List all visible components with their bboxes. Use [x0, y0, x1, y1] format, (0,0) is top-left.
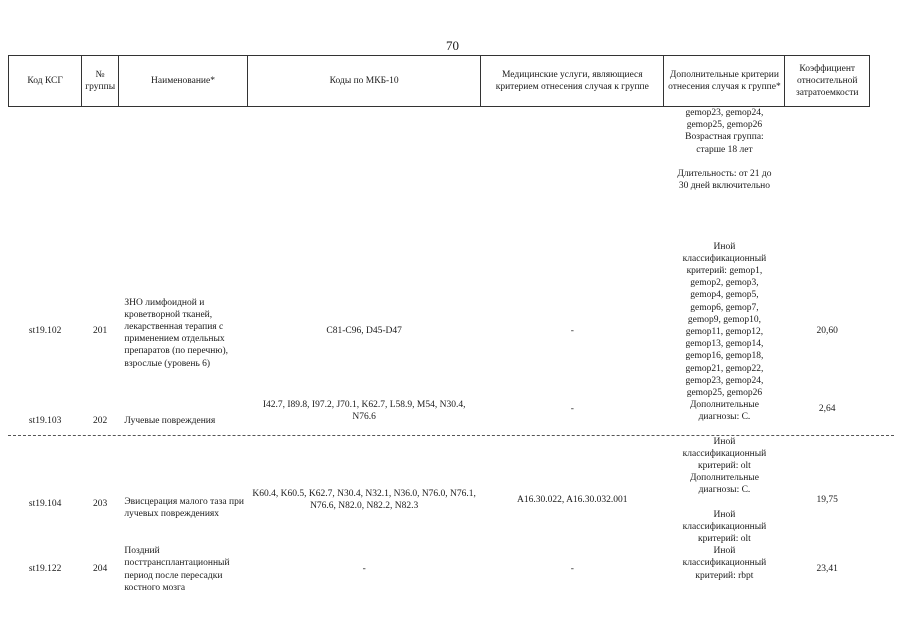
- criteria-line: диагнозы: C.: [698, 412, 751, 423]
- criteria-line: gemop16, gemop18,: [685, 351, 764, 362]
- group-name-text: Поздний посттрансплантационный период после пересадки костного мозга: [124, 546, 230, 593]
- mkb-codes: [248, 472, 481, 545]
- criteria-line: Иной: [713, 509, 736, 520]
- ksg-code-text: st19.102: [28, 325, 62, 336]
- criteria-line: Возрастная группа:: [685, 132, 764, 143]
- group-number-text: 202: [92, 416, 108, 427]
- header-coefficient: Коэффициент относительной затратоемкости: [785, 56, 870, 107]
- ksg-code-text: st19.103: [28, 416, 62, 427]
- coefficient: [785, 211, 870, 400]
- medical-services-text: -: [570, 404, 574, 415]
- ksg-code-text: st19.122: [28, 564, 62, 575]
- coefficient-text: 2,64: [818, 404, 836, 415]
- criteria-line: классификационный: [682, 558, 767, 569]
- group-number-text: 203: [92, 499, 108, 510]
- criteria-line: критерий: olt: [698, 533, 751, 544]
- mkb-codes-text: -: [362, 564, 366, 575]
- empty-cell: [82, 107, 119, 211]
- criteria-line: gemop23, gemop24,: [685, 375, 764, 386]
- criteria-line: критерий: gemop1,: [686, 265, 763, 276]
- ksg-code: [9, 472, 82, 545]
- group-name-text: ЗНО лимфоидной и кроветворной тканей, лекарственная терапия с применением отдельных препаратов (по перечню), взрослые (уровень 6): [124, 297, 228, 369]
- ksg-code: [9, 211, 82, 400]
- criteria-line: диагнозы: C.: [698, 485, 751, 496]
- coefficient: [785, 472, 870, 545]
- coefficient: [785, 545, 870, 597]
- medical-services: [481, 545, 664, 597]
- coefficient-text: 23,41: [816, 564, 838, 575]
- header-services: Медицинские услуги, являющиеся критерием отнесения случая к группе: [481, 56, 664, 107]
- empty-cell: [118, 107, 247, 211]
- group-name-text: Лучевые повреждения: [124, 416, 216, 427]
- criteria-line: gemop11, gemop12,: [685, 326, 764, 337]
- group-name-text: Эвисцерация малого таза при лучевых повреждениях: [124, 497, 244, 520]
- criteria-line: gemop25, gemop26: [686, 387, 763, 398]
- criteria-line: критерий: olt: [698, 460, 751, 471]
- criteria-line: [667, 424, 782, 436]
- ksg-table: [8, 55, 870, 597]
- header-name: Наименование*: [118, 56, 247, 107]
- empty-cell: [248, 107, 481, 211]
- header-extra-criteria: Дополнительные критерии отнесения случая к группе*: [664, 56, 785, 107]
- mkb-codes: [248, 211, 481, 400]
- criteria-line: gemop25, gemop26: [686, 120, 763, 131]
- criteria-line: критерий: rbpt: [695, 570, 754, 581]
- criteria-line: Длительность: от 21 до: [677, 168, 772, 179]
- table-row: [9, 211, 870, 400]
- criteria-line: [667, 497, 782, 509]
- table-header-row: [9, 56, 870, 107]
- criteria-line: Иной: [713, 546, 736, 557]
- medical-services-text: -: [570, 564, 574, 575]
- group-name: [118, 472, 247, 545]
- medical-services-text: -: [570, 325, 574, 336]
- coefficient-text: 19,75: [816, 495, 838, 506]
- criteria-line: Иной: [713, 241, 736, 252]
- medical-services-text: A16.30.022, A16.30.032.001: [516, 495, 628, 506]
- criteria-line: 30 дней включительно: [678, 181, 771, 192]
- mkb-codes-text: C81-C96, D45-D47: [326, 325, 402, 336]
- table-row: [9, 545, 870, 597]
- criteria-line: классификационный: [682, 448, 767, 459]
- table-row-carryover: [9, 107, 870, 211]
- criteria-line: gemop13, gemop14,: [685, 339, 764, 350]
- group-number-text: 201: [92, 325, 108, 336]
- header-group-number: № группы: [82, 56, 119, 107]
- criteria-cell: [664, 211, 785, 400]
- empty-cell: [785, 107, 870, 211]
- criteria-line: Дополнительные: [689, 473, 759, 484]
- mkb-codes-text: I42.7, I89.8, I97.2, J70.1, K62.7, L58.9, M54, N30.4, N76.6: [262, 400, 466, 423]
- criteria-cell: [664, 107, 785, 211]
- criteria-line: Дополнительные: [689, 400, 759, 411]
- group-name: [118, 545, 247, 597]
- mkb-codes: [248, 545, 481, 597]
- criteria-cell: [664, 472, 785, 545]
- group-number: [82, 472, 119, 545]
- group-number: [82, 211, 119, 400]
- criteria-line: gemop4, gemop5,: [690, 290, 759, 301]
- criteria-line: [667, 156, 782, 168]
- criteria-cell: [664, 545, 785, 597]
- group-name: [118, 211, 247, 400]
- group-number: [82, 545, 119, 597]
- page-number: 70: [446, 38, 459, 53]
- criteria-line: gemop6, gemop7,: [690, 302, 759, 313]
- criteria-line: gemop9, gemop10,: [687, 314, 761, 325]
- criteria-line: gemop21, gemop22,: [685, 363, 764, 374]
- criteria-line: Иной: [713, 436, 736, 447]
- medical-services: [481, 472, 664, 545]
- row-divider: [8, 435, 894, 436]
- mkb-codes-text: K60.4, K60.5, K62.7, N30.4, N32.1, N36.0, N76.0, N76.1, N76.6, N82.0, N82.2, N82.3: [252, 489, 476, 512]
- empty-cell: [481, 107, 664, 211]
- criteria-line: gemop23, gemop24,: [685, 108, 764, 118]
- empty-cell: [9, 107, 82, 211]
- header-code: Код КСГ: [9, 56, 82, 107]
- medical-services: [481, 211, 664, 400]
- table-row: [9, 472, 870, 545]
- ksg-code-text: st19.104: [28, 499, 62, 510]
- header-mkb: Коды по МКБ-10: [248, 56, 481, 107]
- criteria-line: gemop2, gemop3,: [690, 278, 759, 289]
- coefficient-text: 20,60: [816, 325, 838, 336]
- group-number-text: 204: [92, 564, 108, 575]
- criteria-line: классификационный: [682, 521, 767, 532]
- ksg-code: [9, 545, 82, 597]
- criteria-line: старше 18 лет: [696, 144, 753, 155]
- criteria-line: классификационный: [682, 253, 767, 264]
